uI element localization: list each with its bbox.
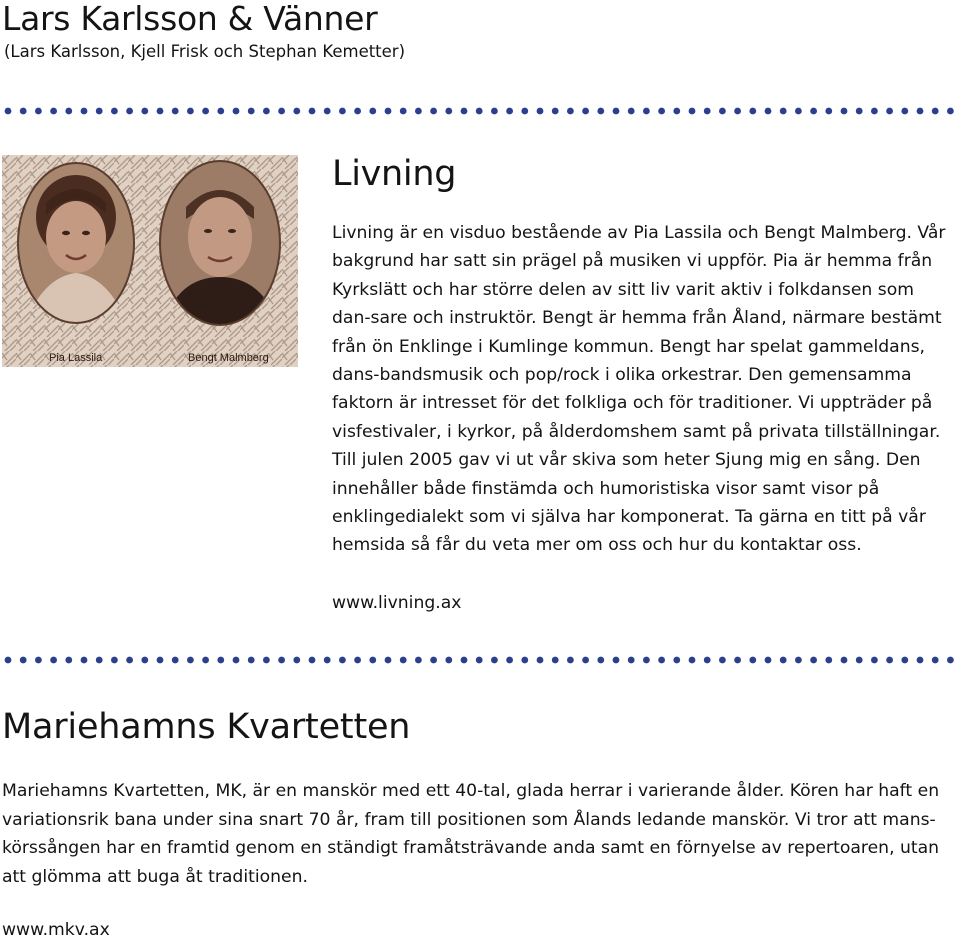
divider-dot (50, 657, 57, 664)
divider-dot (734, 657, 741, 664)
divider-dot (582, 657, 589, 664)
divider-dot (65, 108, 72, 115)
divider-dot (765, 657, 772, 664)
section-title-livning: Livning (332, 154, 457, 194)
divider-dot (324, 108, 331, 115)
divider-dot (947, 108, 954, 115)
section-title-kvartetten: Mariehamns Kvartetten (2, 707, 411, 747)
divider-dot (50, 108, 57, 115)
divider-dot (445, 657, 452, 664)
caption-bengt: Bengt Malmberg (188, 352, 269, 364)
divider-dot (552, 108, 559, 115)
duo-photo (2, 155, 298, 367)
divider-dot (491, 657, 498, 664)
divider-dot (932, 657, 939, 664)
divider-dot (582, 108, 589, 115)
divider-dot (932, 108, 939, 115)
divider-dot (613, 657, 620, 664)
divider-dot (263, 657, 270, 664)
divider-dot (749, 108, 756, 115)
divider-dot (886, 108, 893, 115)
divider-dot (613, 108, 620, 115)
divider-dot (400, 108, 407, 115)
divider-dot (719, 657, 726, 664)
divider-dot (202, 657, 209, 664)
caption-pia: Pia Lassila (49, 352, 103, 364)
divider-dot (506, 657, 513, 664)
divider-dot (141, 657, 148, 664)
divider-dot (369, 108, 376, 115)
divider-dot (400, 657, 407, 664)
divider-dot (841, 657, 848, 664)
divider-dot (65, 657, 72, 664)
divider-dot (233, 657, 240, 664)
kvartetten-website-link[interactable]: www.mkv.ax (2, 920, 110, 940)
dotted-divider (4, 106, 956, 116)
divider-dot (658, 108, 665, 115)
divider-dot (825, 108, 832, 115)
divider-dot (643, 108, 650, 115)
divider-dot (734, 108, 741, 115)
divider-dot (96, 657, 103, 664)
divider-dot (248, 657, 255, 664)
divider-dot (385, 108, 392, 115)
divider-dot (5, 657, 12, 664)
band-members: (Lars Karlsson, Kjell Frisk och Stephan Kemetter) (4, 42, 406, 61)
divider-dot (187, 657, 194, 664)
divider-dot (111, 657, 118, 664)
divider-dot (917, 657, 924, 664)
divider-dot (795, 108, 802, 115)
divider-dot (917, 108, 924, 115)
divider-dot (141, 108, 148, 115)
divider-dot (689, 657, 696, 664)
divider-dot (369, 657, 376, 664)
divider-dot (126, 657, 133, 664)
divider-dot (415, 657, 422, 664)
divider-dot (765, 108, 772, 115)
divider-dot (643, 657, 650, 664)
livning-website-link[interactable]: www.livning.ax (332, 593, 462, 613)
divider-dot (278, 657, 285, 664)
divider-dot (81, 657, 88, 664)
divider-dot (506, 108, 513, 115)
divider-dot (521, 657, 528, 664)
divider-dot (476, 657, 483, 664)
divider-dot (825, 657, 832, 664)
divider-dot (628, 108, 635, 115)
divider-dot (567, 108, 574, 115)
band-title: Lars Karlsson & Vänner (2, 0, 378, 38)
divider-dot (780, 108, 787, 115)
divider-dot (111, 108, 118, 115)
divider-dot (81, 108, 88, 115)
divider-dot (947, 657, 954, 664)
divider-dot (20, 108, 27, 115)
divider-dot (5, 108, 12, 115)
divider-dot (157, 657, 164, 664)
divider-dot (552, 657, 559, 664)
divider-dot (658, 657, 665, 664)
divider-dot (354, 657, 361, 664)
livning-body: Livning är en visduo bestående av Pia Lassila och Bengt Malmberg. Vår bakgrund har satt sin prägel på musiken vi uppför. Pia är hemma från Kyrkslätt och har större delen av sitt liv varit aktiv i folkdansen som dan-sare och instruktör. Bengt är hemma från Åland, närmare bestämt från ön Enklinge i Kumlinge kommun. Bengt har spelat gammeldans, dans-bandsmusik och pop/rock i olika orkestrar. Den gemensamma faktorn är intresset för det folkliga och för traditioner. Vi uppträder på visfestivaler, i kyrkor, på ålderdomshem samt på privata tillställningar. Till julen 2005 gav vi ut vår skiva som heter Sjung mig en sång. Den innehåller både finstämda och humoristiska visor samt visor på enklingedialekt som vi själva har komponerat. Ta gärna en titt på vår hemsida så får du veta mer om oss och hur du kontaktar oss. (332, 223, 946, 556)
divider-dot (628, 657, 635, 664)
divider-dot (157, 108, 164, 115)
divider-dot (901, 657, 908, 664)
divider-dot (385, 657, 392, 664)
divider-dot (217, 108, 224, 115)
divider-dot (597, 657, 604, 664)
divider-dot (263, 108, 270, 115)
divider-dot (841, 108, 848, 115)
divider-dot (233, 108, 240, 115)
divider-dot (673, 657, 680, 664)
kvartetten-body: Mariehamns Kvartetten, MK, är en manskör med ett 40-tal, glada herrar i varierande ålder. Kören har haft en variationsrik bana under sina snart 70 år, fram till positionen som Ålands ledande manskör. Vi tror att mans-körssången har en framtid genom en ständigt framåtsträvande anda samt en förnyelse av repertoaren, utan att glömma att buga åt traditionen. (2, 781, 940, 887)
divider-dot (96, 108, 103, 115)
divider-dot (719, 108, 726, 115)
divider-dot (202, 108, 209, 115)
divider-dot (461, 108, 468, 115)
dotted-divider (4, 655, 956, 665)
divider-dot (35, 108, 42, 115)
divider-dot (537, 657, 544, 664)
divider-dot (704, 657, 711, 664)
divider-dot (521, 108, 528, 115)
divider-dot (415, 108, 422, 115)
divider-dot (278, 108, 285, 115)
divider-dot (537, 108, 544, 115)
divider-dot (172, 657, 179, 664)
divider-dot (673, 108, 680, 115)
divider-dot (704, 108, 711, 115)
divider-dot (293, 657, 300, 664)
divider-dot (810, 108, 817, 115)
divider-dot (293, 108, 300, 115)
divider-dot (309, 108, 316, 115)
divider-dot (187, 108, 194, 115)
divider-dot (248, 108, 255, 115)
divider-dot (324, 657, 331, 664)
divider-dot (461, 657, 468, 664)
divider-dot (871, 657, 878, 664)
divider-dot (856, 657, 863, 664)
divider-dot (749, 657, 756, 664)
divider-dot (476, 108, 483, 115)
divider-dot (689, 108, 696, 115)
divider-dot (445, 108, 452, 115)
divider-dot (35, 657, 42, 664)
divider-dot (886, 657, 893, 664)
divider-dot (20, 657, 27, 664)
divider-dot (309, 657, 316, 664)
divider-dot (856, 108, 863, 115)
divider-dot (810, 657, 817, 664)
divider-dot (339, 657, 346, 664)
divider-dot (871, 108, 878, 115)
divider-dot (597, 108, 604, 115)
divider-dot (795, 657, 802, 664)
divider-dot (567, 657, 574, 664)
divider-dot (901, 108, 908, 115)
divider-dot (126, 108, 133, 115)
divider-dot (491, 108, 498, 115)
divider-dot (339, 108, 346, 115)
divider-dot (217, 657, 224, 664)
divider-dot (430, 108, 437, 115)
divider-dot (780, 657, 787, 664)
divider-dot (430, 657, 437, 664)
divider-dot (172, 108, 179, 115)
divider-dot (354, 108, 361, 115)
